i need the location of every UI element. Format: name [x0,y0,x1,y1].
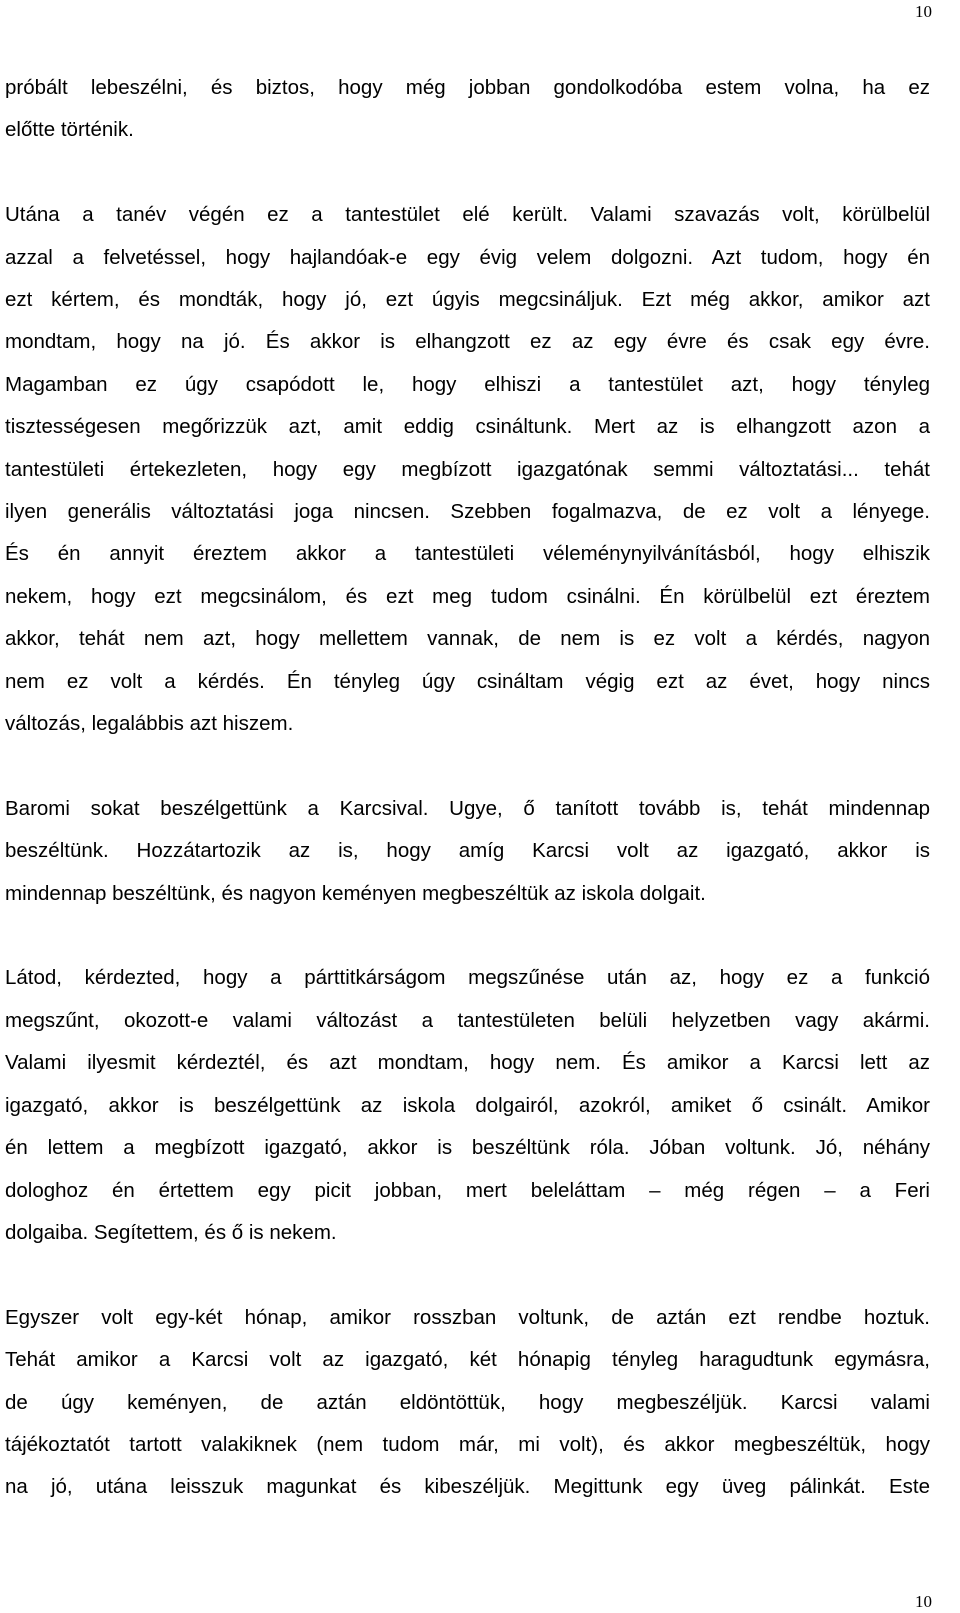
text-line: Baromi sokat beszélgettünk a Karcsival. Ugye, ő tanított tovább is, tehát mindennap [5,796,930,820]
paragraph-4 [5,957,930,1254]
text-line: igazgató, akkor is beszélgettünk az iskola dolgairól, azokról, amiket ő csinált. Amikor [5,1093,930,1117]
text-line: mindennap beszéltünk, és nagyon keményen megbeszéltük az iskola dolgait. [5,881,706,905]
paragraph-gap [5,1254,930,1296]
text-line: ezt kértem, és mondták, hogy jó, ezt úgyis megcsináljuk. Ezt még akkor, amikor azt [5,288,930,312]
text-line: dolgaiba. Segítettem, és ő is nekem. [5,1220,337,1244]
text-line: megszűnt, okozott-e valami változást a tantestületen belüli helyzetben vagy akármi. [5,1008,930,1032]
text-line: beszéltünk. Hozzátartozik az is, hogy amíg Karcsi volt az igazgató, akkor is [5,839,930,863]
paragraph-3 [5,788,930,915]
text-line: nem ez volt a kérdés. Én tényleg úgy csináltam végig ezt az évet, hogy nincs [5,669,930,693]
page-number-bottom: 10 [915,1592,932,1611]
paragraph-5 [5,1297,930,1509]
text-line: Magamban ez úgy csapódott le, hogy elhiszi a tantestület azt, hogy tényleg [5,372,930,396]
text-line: mondtam, hogy na jó. És akkor is elhangzott ez az egy évre és csak egy évre. [5,330,930,354]
paragraph-gap [5,152,930,194]
text-line: de úgy keményen, de aztán eldöntöttük, hogy megbeszéljük. Karcsi valami [5,1390,930,1414]
document-body [5,67,930,1509]
text-line: változás, legalábbis azt hiszem. [5,712,294,736]
text-line: Valami ilyesmit kérdeztél, és azt mondtam, hogy nem. És amikor a Karcsi lett az [5,1051,930,1075]
text-line: Egyszer volt egy-két hónap, amikor rosszban voltunk, de aztán ezt rendbe hoztuk. [5,1305,930,1329]
text-line: ilyen generális változtatási joga nincsen. Szebben fogalmazva, de ez volt a lényege. [5,500,930,524]
text-line: azzal a felvetéssel, hogy hajlandóak-e egy évig velem dolgozni. Azt tudom, hogy én [5,245,930,269]
text-line: na jó, utána leisszuk magunkat és kibeszéljük. Megittunk egy üveg pálinkát. Este [5,1475,930,1499]
text-line: nekem, hogy ezt megcsinálom, és ezt meg tudom csinálni. Én körülbelül ezt éreztem [5,584,930,608]
text-line: És én annyit éreztem akkor a tantestületi véleménynyilvánításból, hogy elhiszik [5,542,930,566]
paragraph-2 [5,194,930,745]
paragraph-1 [5,67,930,152]
text-line: próbált lebeszélni, és biztos, hogy még jobban gondolkodóba estem volna, ha ez [5,76,930,99]
text-line: én lettem a megbízott igazgató, akkor is beszéltünk róla. Jóban voltunk. Jó, néhány [5,1136,930,1160]
text-line: Látod, kérdezted, hogy a párttitkárságom megszűnése után az, hogy ez a funkció [5,966,930,990]
text-line: tisztességesen megőrizzük azt, amit eddig csináltunk. Mert az is elhangzott azon a [5,415,930,439]
text-line: akkor, tehát nem azt, hogy mellettem vannak, de nem is ez volt a kérdés, nagyon [5,627,930,651]
text-line: Tehát amikor a Karcsi volt az igazgató, két hónapig tényleg haragudtunk egymásra, [5,1348,930,1372]
page-number-top: 10 [915,2,932,21]
text-line: előtte történik. [5,118,134,142]
paragraph-gap [5,915,930,957]
text-line: tantestületi értekezleten, hogy egy megbízott igazgatónak semmi változtatási... tehát [5,457,930,481]
text-line: Utána a tanév végén ez a tantestület elé került. Valami szavazás volt, körülbelül [5,203,930,227]
paragraph-gap [5,745,930,787]
text-line: dologhoz én értettem egy picit jobban, mert beleláttam – még régen – a Feri [5,1178,930,1202]
text-line: tájékoztatót tartott valakiknek (nem tudom már, mi volt), és akkor megbeszéltük, hogy [5,1432,930,1456]
